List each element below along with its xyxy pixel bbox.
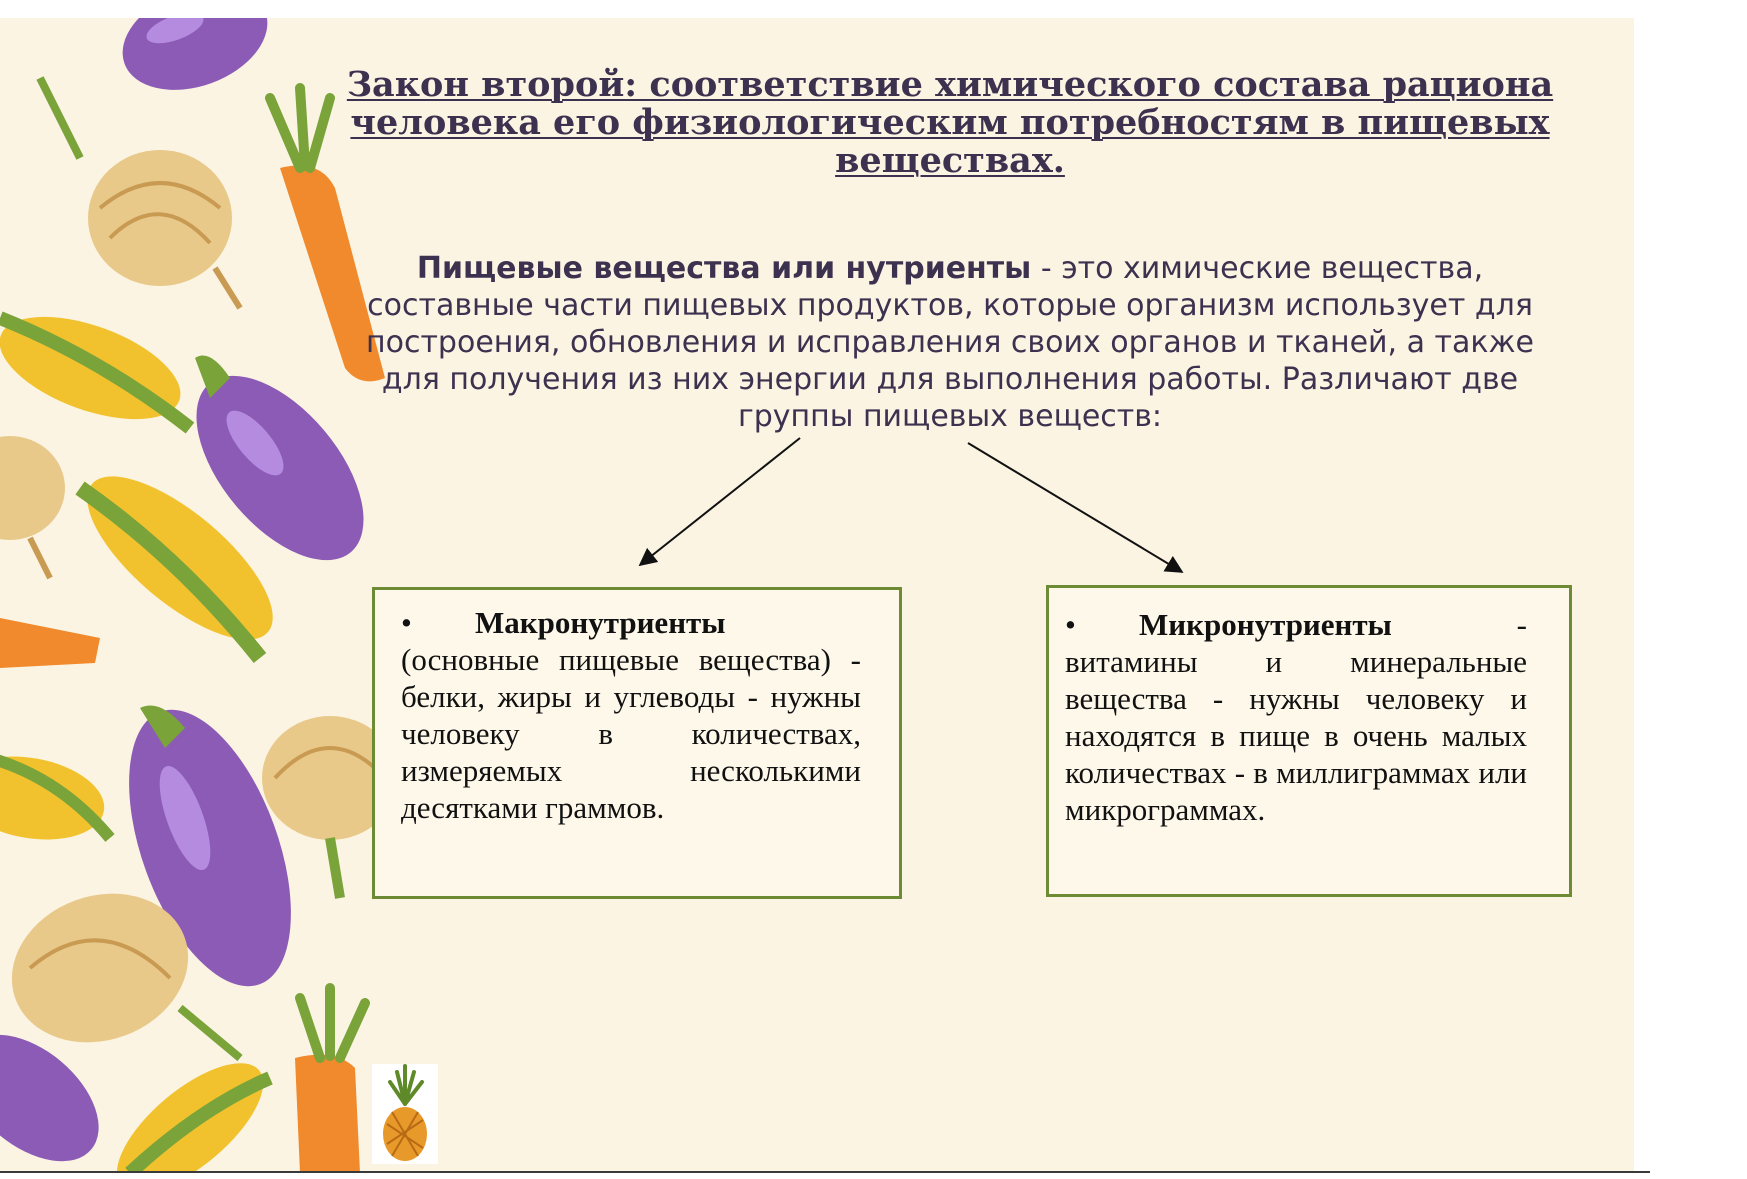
micronutrients-description: - витамины и минеральные вещества - нужны человеку и находятся в пище в очень малых количествах - в миллиграммах или микрограммах. [1065,607,1527,827]
arrow-to-macronutrients [640,438,800,565]
micronutrients-box [1046,585,1572,897]
definition-term: Пищевые вещества или нутриенты [416,251,1032,286]
definition-body: - это химические вещества, составные части пищевых продуктов, которые организм использует для построения, обновления и исправления своих органов и тканей, а также для получения из них энергии для выполнения работы. Различают две группы пищевых веществ: [365,251,1534,434]
arrow-to-micronutrients [968,443,1182,572]
onion-icon [0,436,65,578]
footer-divider [0,1171,1650,1173]
eggplant-icon [108,18,282,109]
slide [0,18,1634,1173]
micronutrients-heading: Микронутриенты [1139,607,1392,642]
bullet: • [1065,607,1076,642]
macronutrients-box [372,587,902,899]
corn-icon [0,296,194,440]
corn-icon [0,746,111,851]
corn-icon [97,1041,284,1173]
pineapple-icon [372,1064,438,1164]
carrot-icon [295,988,365,1173]
vegetable-border [0,18,420,1173]
macronutrients-heading: Макронутриенты [475,605,726,640]
bullet: • [401,605,412,640]
macronutrients-description: (основные пищевые вещества) - белки, жиры и углеводы - нужны человеку в количествах, измеряемых несколькими десятками граммов. [401,642,861,825]
definition-text [340,250,1560,435]
slide-title: Закон второй: соответствие химического состава рациона человека его физиологическим потребностям в пищевых веществах. [346,64,1554,181]
onion-icon [40,78,240,308]
carrot-icon [0,618,100,668]
